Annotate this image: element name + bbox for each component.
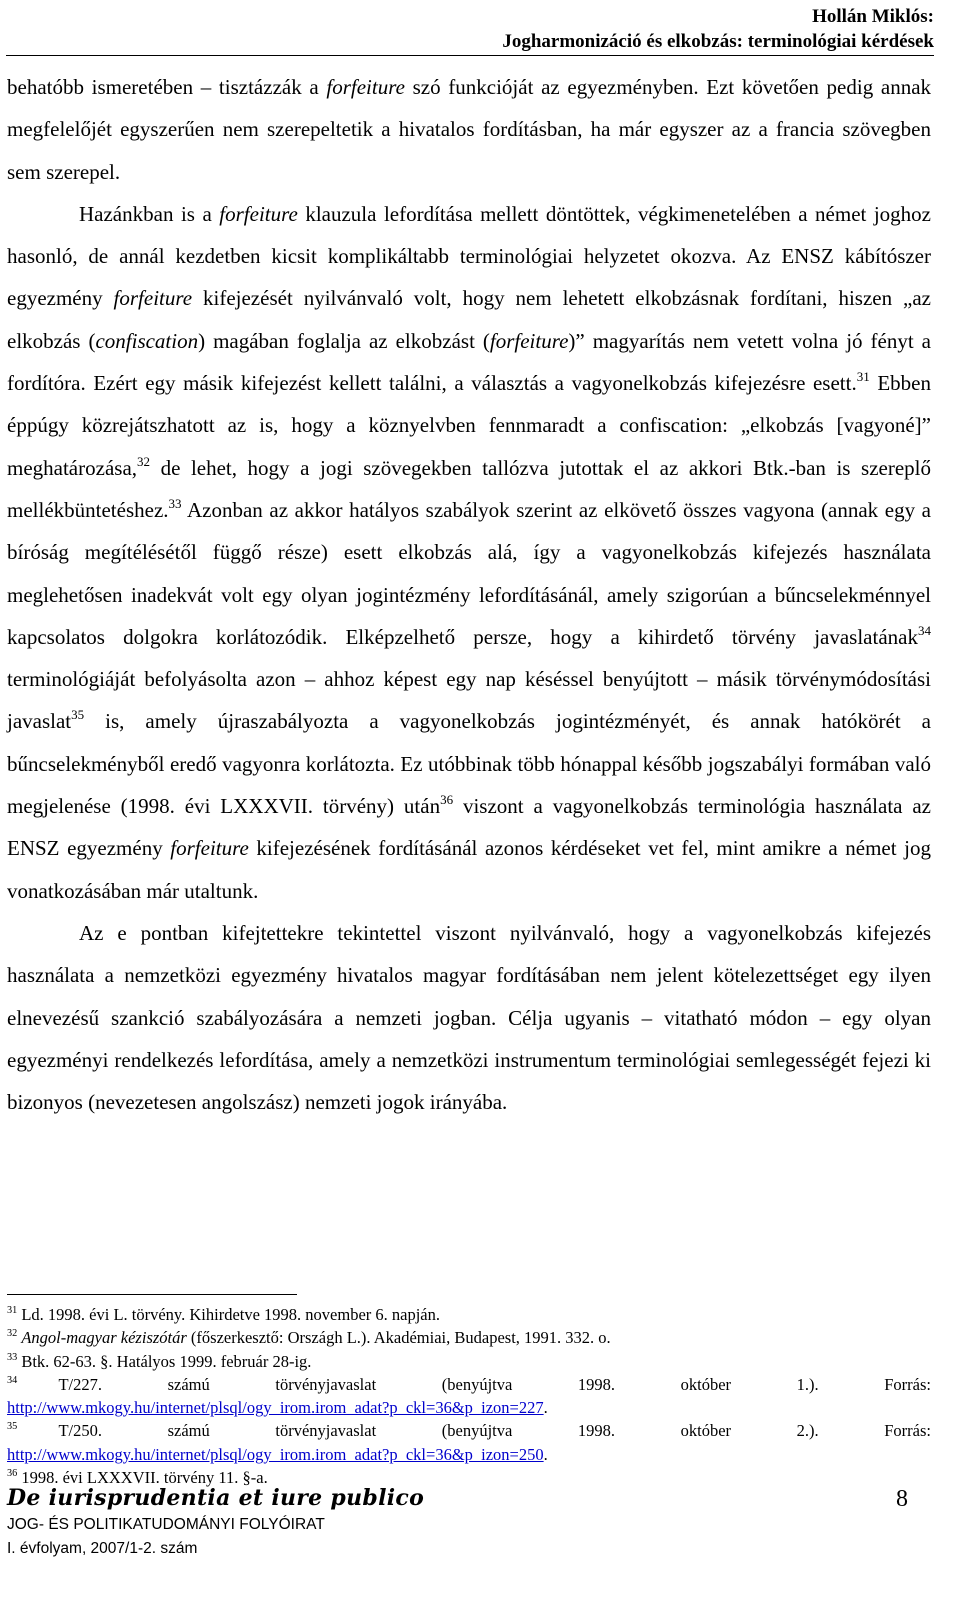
paragraph-2: Hazánkban is a forfeiture klauzula lefordítása mellett döntöttek, végkimenetelében a német joghoz hasonló, de annál kezdetben kicsit komplikáltabb terminológiai helyzetet okozva. Az ENSZ kábítószer egyezmény forfeiture kifejezését nyilvánvaló volt, hogy nem lehetett elkobzásnak fordítani, hiszen „az elkobzás (confiscation) magában foglalja az elkobzást (forfeiture)” magyarítás nem vetett volna jó fényt a fordítóra. Ezért egy másik kifejezést kellett találni, a választás a vagyonelkobzás kifejezésre esett.$^{31}$ Ebben éppúgy közrejátszhatott az is, hogy a köznyelvben fennmaradt a confiscation: „elkobzás [vagyoné]” meghatározása,$^{32}$ de lehet, hogy a jogi szövegekben tallózva jutottak el az akkori Btk.-ban is szereplő mellékbüntetéshez.$^{33}$ Azonban az akkor hatályos szabályok szerint az elkövető összes vagyona (annak egy a bíróság megítélésétől függő része) esett elkobzás alá, így a vagyonelkobzás kifejezés használata meglehetősen inadekvát volt egy olyan jogintézmény lefordításánál, amely szigorúan a bűncselekménnyel kapcsolatos dolgokra korlátozódik. Elképzelhető persze, hogy a kihirdető törvény javaslatának$^{34}$ terminológiáját befolyásolta azon – ahhoz képest egy nap késéssel benyújtott – másik törvénymódosítási javaslat$^{35}$ is, amely újraszabályozta a vagyonelkobzás jogintézményét, és annak hatókörét a bűncselekményből eredő vagyonra korlátozta. Ez utóbbinak több hónappal később jogszabályi formában való megjelenése (1998. évi LXXXVII. törvény) után$^{36}$ viszont a vagyonelkobzás terminológia használata az ENSZ egyezmény forfeiture kifejezésének fordításánál azonos kérdéseket vet fel, mint amikre a német jog vonatkozásában már utaltunk. bbox=[7, 201, 932, 903]
footnote-31: $^{31}$ Ld. 1998. évi L. törvény. Kihirdetve 1998. november 6. napján. bbox=[7, 1304, 441, 1324]
header-author: Hollán Miklós: bbox=[812, 6, 934, 27]
body-text bbox=[7, 66, 931, 1123]
header-title: Jogharmonizáció és elkobzás: terminológiai kérdések bbox=[502, 31, 934, 52]
footnote-35-link-line: http://www.mkogy.hu/internet/plsql/ogy_irom.irom_adat?p_ckl=36&p_izon=250. bbox=[7, 1444, 548, 1464]
footnotes bbox=[7, 1303, 931, 1489]
running-header bbox=[502, 4, 934, 54]
footnote-ref-35[interactable]: 35 bbox=[71, 707, 85, 723]
journal-issue: I. évfolyam, 2007/1-2. szám bbox=[7, 1540, 198, 1557]
paragraph-1: behatóbb ismeretében – tisztázzák a forfeiture szó funkcióját az egyezményben. Ezt követően pedig annak megfelelőjét egyszerűen nem szerepeltetik a hivatalos fordításban, ha már egyszer az a francia szövegben sem szerepel. bbox=[7, 75, 932, 184]
footnote-32: $^{32}$ Angol-magyar kéziszótár (főszerkesztő: Országh L.). Akadémiai, Budapest, 1991. 332. o. bbox=[7, 1328, 611, 1348]
footnote-33: $^{33}$ Btk. 62-63. §. Hatályos 1999. február 28-ig. bbox=[7, 1351, 312, 1371]
journal-footer bbox=[7, 1483, 424, 1561]
footnote-ref-34[interactable]: 34 bbox=[917, 622, 931, 638]
footnote-ref-32[interactable]: 32 bbox=[137, 453, 151, 469]
footnote-35-link[interactable]: http://www.mkogy.hu/internet/plsql/ogy_irom.irom_adat?p_ckl=36&p_izon=250 bbox=[7, 1444, 544, 1464]
footnote-separator bbox=[7, 1294, 297, 1295]
footnote-34: $^{34}$ T/227. számú törvényjavaslat (benyújtva 1998. október 1.). Forrás: bbox=[7, 1374, 931, 1394]
journal-title: De iurisprudentia et iure publico bbox=[7, 1485, 425, 1511]
footnote-34-link[interactable]: http://www.mkogy.hu/internet/plsql/ogy_irom.irom_adat?p_ckl=36&p_izon=227 bbox=[7, 1398, 544, 1418]
journal-subtitle: JOG- ÉS POLITIKATUDOMÁNYI FOLYÓIRAT bbox=[7, 1516, 325, 1533]
paragraph-3: Az e pontban kifejtettekre tekintettel viszont nyilvánvaló, hogy a vagyonelkobzás kifejezés használata a nemzetközi egyezmény hivatalos magyar fordításában nem jelent kötelezettséget egy ilyen elnevezésű szankció szabályozására a nemzeti jogban. Célja ugyanis – vitatható módon – egy olyan egyezményi rendelkezés lefordítása, amely a nemzetközi instrumentum terminológiai semlegességét fejezi ki bizonyos (nevezetesen angolszász) nemzeti jogok irányába. bbox=[7, 920, 931, 1115]
page-number: 8 bbox=[896, 1486, 908, 1512]
footnote-ref-36[interactable]: 36 bbox=[440, 791, 454, 807]
header-rule bbox=[6, 55, 934, 56]
footnote-ref-33[interactable]: 33 bbox=[168, 495, 182, 511]
footnote-36: $^{36}$ 1998. évi LXXXVII. törvény 11. §-a. bbox=[7, 1467, 268, 1488]
footnote-ref-31[interactable]: 31 bbox=[856, 368, 870, 384]
footnote-35: $^{35}$ T/250. számú törvényjavaslat (benyújtva 1998. október 2.). Forrás: bbox=[7, 1421, 931, 1441]
footnote-34-link-line: http://www.mkogy.hu/internet/plsql/ogy_irom.irom_adat?p_ckl=36&p_izon=227. bbox=[7, 1398, 548, 1418]
